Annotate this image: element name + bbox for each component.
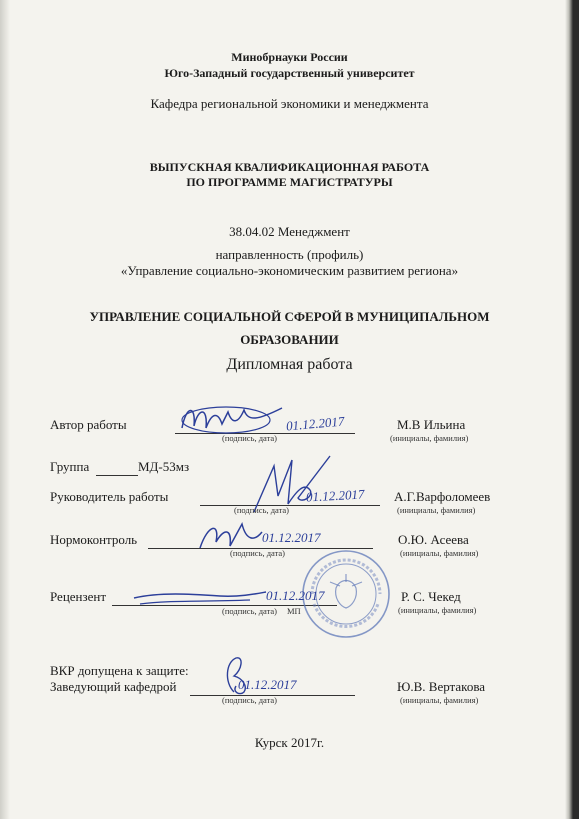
university-name: Юго-Западный государственный университет [164,66,415,80]
head-of-department-label: Заведующий кафедрой [50,679,177,694]
stamp-place-mark: МП [287,606,301,616]
profile-name: «Управление социально-экономическим развитием региона» [120,263,459,278]
normcontrol-date: 01.12.2017 [262,530,321,545]
reviewer-signature [130,586,270,608]
city-year: Курск 2017г. [254,735,325,750]
group-line [96,475,138,476]
supervisor-date: 01.12.2017 [305,486,365,505]
head-name-caption: (инициалы, фамилия) [400,695,479,705]
normcontrol-name: О.Ю. Асеева [398,532,469,547]
author-date: 01.12.2017 [285,413,345,434]
reviewer-name-caption: (инициалы, фамилия) [398,605,477,615]
reviewer-date: 01.12.2017 [266,588,325,603]
supervisor-name-caption: (инициалы, фамилия) [397,505,476,515]
author-signature [178,398,288,436]
normcontrol-sign-caption: (подпись, дата) [230,548,286,558]
author-sign-caption: (подпись, дата) [222,433,278,443]
program-code: 38.04.02 Менеджмент [229,224,350,239]
department-name: Кафедра региональной экономики и менеджмента [150,96,429,111]
admission-date: 01.12.2017 [238,677,297,692]
reviewer-label: Рецензент [50,589,107,604]
work-type-line2: ПО ПРОГРАММЕ МАГИСТРАТУРЫ [186,175,393,189]
work-type-line1: ВЫПУСКНАЯ КВАЛИФИКАЦИОННАЯ РАБОТА [149,160,430,174]
direction-label: направленность (профиль) [215,247,364,262]
ministry-name: Минобрнауки России [231,50,348,64]
author-name: М.В Ильина [397,417,466,432]
author-name-caption: (инициалы, фамилия) [390,433,469,443]
author-label: Автор работы [50,417,127,432]
work-subtitle: Дипломная работа [226,356,353,373]
reviewer-name: Р. С. Чекед [401,589,461,604]
head-name: Ю.В. Вертакова [397,679,486,694]
admission-sign-caption: (подпись, дата) [222,695,278,705]
normcontrol-label: Нормоконтроль [50,532,138,547]
normcontrol-name-caption: (инициалы, фамилия) [400,548,479,558]
supervisor-label: Руководитель работы [50,489,169,504]
group-value: МД-53мз [138,459,190,474]
topic-line2: ОБРАЗОВАНИИ [240,332,339,347]
supervisor-sign-caption: (подпись, дата) [234,505,290,515]
admission-label: ВКР допущена к защите: [50,663,189,678]
group-label: Группа [50,459,90,474]
supervisor-name: А.Г.Варфоломеев [394,489,491,504]
reviewer-sign-caption: (подпись, дата) [222,606,278,616]
scan-right-edge [565,0,579,819]
scan-left-edge [0,0,10,819]
topic-line1: УПРАВЛЕНИЕ СОЦИАЛЬНОЙ СФЕРОЙ В МУНИЦИПАЛЬНОМ [89,309,490,324]
